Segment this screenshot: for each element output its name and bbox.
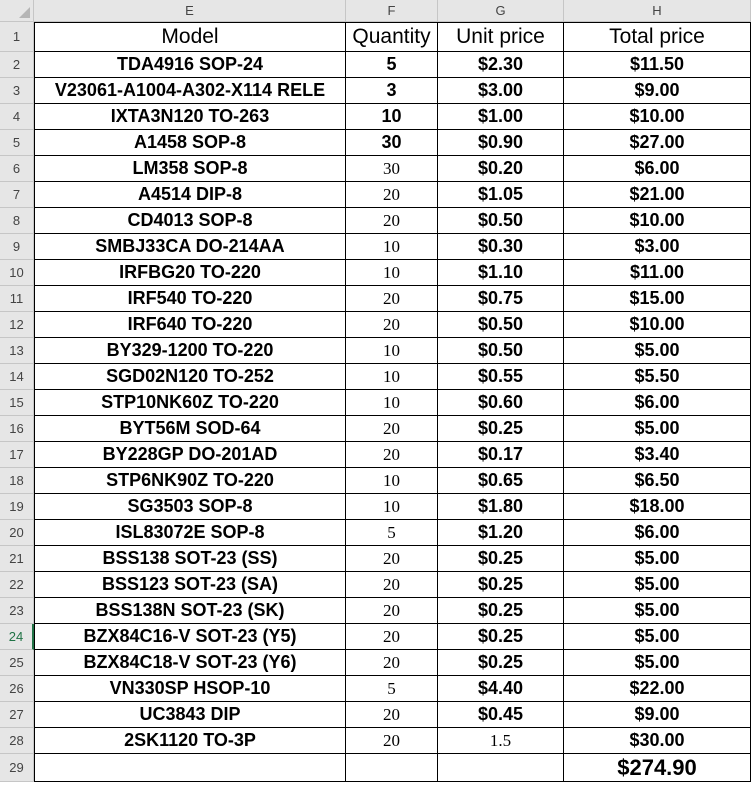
- cell-unit-price[interactable]: $1.00: [438, 104, 564, 130]
- cell-total-price[interactable]: $6.50: [564, 468, 751, 494]
- cell-quantity[interactable]: 20: [346, 624, 438, 650]
- cell-total-price[interactable]: $5.00: [564, 572, 751, 598]
- cell-model-header[interactable]: Model: [34, 22, 346, 52]
- cell-model[interactable]: BY228GP DO-201AD: [34, 442, 346, 468]
- row-header[interactable]: 12: [0, 312, 34, 338]
- cell-model[interactable]: ISL83072E SOP-8: [34, 520, 346, 546]
- table-row: [0, 312, 751, 338]
- cell-total-price[interactable]: $5.00: [564, 598, 751, 624]
- cell-model[interactable]: STP10NK60Z TO-220: [34, 390, 346, 416]
- cell-total-price[interactable]: $5.50: [564, 364, 751, 390]
- cell-total-price[interactable]: $6.00: [564, 156, 751, 182]
- cell-total-price[interactable]: $5.00: [564, 546, 751, 572]
- table-row: [0, 156, 751, 182]
- cell-unit-price[interactable]: $0.25: [438, 546, 564, 572]
- cell-model[interactable]: VN330SP HSOP-10: [34, 676, 346, 702]
- row-header[interactable]: 20: [0, 520, 34, 546]
- cell-quantity[interactable]: 20: [346, 572, 438, 598]
- row-header[interactable]: 13: [0, 338, 34, 364]
- cell-unit-price-header[interactable]: Unit price: [438, 22, 564, 52]
- cell-quantity[interactable]: 10: [346, 260, 438, 286]
- table-row: [0, 520, 751, 546]
- cell-unit-price[interactable]: $0.50: [438, 312, 564, 338]
- column-header-E[interactable]: E: [34, 0, 346, 21]
- header-row: [0, 22, 751, 52]
- cell-unit-price[interactable]: $1.10: [438, 260, 564, 286]
- cell-model[interactable]: BY329-1200 TO-220: [34, 338, 346, 364]
- cell-unit-price[interactable]: $0.50: [438, 338, 564, 364]
- cell-total-price[interactable]: $3.00: [564, 234, 751, 260]
- row-header[interactable]: 5: [0, 130, 34, 156]
- table-row: [0, 728, 751, 754]
- row-header[interactable]: 10: [0, 260, 34, 286]
- cell-quantity[interactable]: 10: [346, 104, 438, 130]
- cell-unit-price[interactable]: $0.90: [438, 130, 564, 156]
- cell-model[interactable]: BZX84C18-V SOT-23 (Y6): [34, 650, 346, 676]
- table-row: [0, 208, 751, 234]
- cell-unit-price[interactable]: $4.40: [438, 676, 564, 702]
- cell-unit-price[interactable]: $0.75: [438, 286, 564, 312]
- column-header-H[interactable]: H: [564, 0, 751, 21]
- cell-model[interactable]: CD4013 SOP-8: [34, 208, 346, 234]
- cell-unit-price[interactable]: $0.17: [438, 442, 564, 468]
- cell-model[interactable]: IRF640 TO-220: [34, 312, 346, 338]
- cell-total-price-header[interactable]: Total price: [564, 22, 751, 52]
- row-header[interactable]: 28: [0, 728, 34, 754]
- cell-quantity[interactable]: 20: [346, 728, 438, 754]
- row-header[interactable]: 16: [0, 416, 34, 442]
- row-header[interactable]: 1: [0, 22, 34, 52]
- row-header[interactable]: 14: [0, 364, 34, 390]
- select-all-triangle-icon: [19, 7, 30, 18]
- cell-total-price[interactable]: $11.00: [564, 260, 751, 286]
- cell-model[interactable]: BSS123 SOT-23 (SA): [34, 572, 346, 598]
- table-row: [0, 416, 751, 442]
- table-row: [0, 702, 751, 728]
- row-header[interactable]: 23: [0, 598, 34, 624]
- cell-total-price[interactable]: $5.00: [564, 338, 751, 364]
- cell-model[interactable]: SGD02N120 TO-252: [34, 364, 346, 390]
- table-row: [0, 52, 751, 78]
- cell-unit-price[interactable]: $0.30: [438, 234, 564, 260]
- cell-quantity[interactable]: 10: [346, 494, 438, 520]
- cell-total-price[interactable]: $6.00: [564, 520, 751, 546]
- row-header[interactable]: 3: [0, 78, 34, 104]
- table-row: [0, 364, 751, 390]
- cell-model[interactable]: SG3503 SOP-8: [34, 494, 346, 520]
- row-header[interactable]: 26: [0, 676, 34, 702]
- table-row: [0, 286, 751, 312]
- column-header-bar: [0, 0, 751, 22]
- cell-total-price[interactable]: $5.00: [564, 650, 751, 676]
- table-row: [0, 598, 751, 624]
- cell-quantity[interactable]: 10: [346, 364, 438, 390]
- cell-empty[interactable]: [438, 754, 564, 782]
- cell-quantity[interactable]: 30: [346, 156, 438, 182]
- cell-model[interactable]: SMBJ33CA DO-214AA: [34, 234, 346, 260]
- cell-total-price[interactable]: $18.00: [564, 494, 751, 520]
- cell-model[interactable]: 2SK1120 TO-3P: [34, 728, 346, 754]
- cell-unit-price[interactable]: $2.30: [438, 52, 564, 78]
- cell-model[interactable]: BSS138 SOT-23 (SS): [34, 546, 346, 572]
- row-header[interactable]: 4: [0, 104, 34, 130]
- cell-quantity[interactable]: 10: [346, 338, 438, 364]
- cell-quantity[interactable]: 20: [346, 208, 438, 234]
- cell-unit-price[interactable]: $0.55: [438, 364, 564, 390]
- cell-unit-price[interactable]: $1.05: [438, 182, 564, 208]
- cell-model[interactable]: BYT56M SOD-64: [34, 416, 346, 442]
- cell-model[interactable]: BZX84C16-V SOT-23 (Y5): [34, 624, 346, 650]
- row-header[interactable]: 9: [0, 234, 34, 260]
- cell-total-price[interactable]: $30.00: [564, 728, 751, 754]
- cell-quantity[interactable]: 20: [346, 312, 438, 338]
- cell-unit-price[interactable]: $0.25: [438, 598, 564, 624]
- row-header[interactable]: 7: [0, 182, 34, 208]
- cell-total-price[interactable]: $3.40: [564, 442, 751, 468]
- row-header[interactable]: 19: [0, 494, 34, 520]
- cell-model[interactable]: IXTA3N120 TO-263: [34, 104, 346, 130]
- cell-model[interactable]: BSS138N SOT-23 (SK): [34, 598, 346, 624]
- cell-quantity[interactable]: 5: [346, 52, 438, 78]
- column-header-F[interactable]: F: [346, 0, 438, 21]
- cell-empty[interactable]: [34, 754, 346, 782]
- cell-unit-price[interactable]: $0.50: [438, 208, 564, 234]
- cell-quantity[interactable]: 5: [346, 676, 438, 702]
- cell-model[interactable]: A1458 SOP-8: [34, 130, 346, 156]
- cell-quantity[interactable]: 20: [346, 650, 438, 676]
- table-row: [0, 676, 751, 702]
- cell-unit-price[interactable]: $0.25: [438, 624, 564, 650]
- cell-unit-price[interactable]: 1.5: [438, 728, 564, 754]
- table-row: [0, 546, 751, 572]
- row-header[interactable]: 22: [0, 572, 34, 598]
- table-row: [0, 234, 751, 260]
- cell-total-price[interactable]: $10.00: [564, 208, 751, 234]
- cell-total-price[interactable]: $5.00: [564, 624, 751, 650]
- table-row: [0, 390, 751, 416]
- cell-quantity[interactable]: 3: [346, 78, 438, 104]
- row-header[interactable]: 17: [0, 442, 34, 468]
- cell-total-price[interactable]: $10.00: [564, 104, 751, 130]
- cell-model[interactable]: A4514 DIP-8: [34, 182, 346, 208]
- grand-total-value[interactable]: $274.90: [564, 754, 751, 782]
- row-header[interactable]: 2: [0, 52, 34, 78]
- cell-unit-price[interactable]: $3.00: [438, 78, 564, 104]
- select-all-button[interactable]: [0, 0, 34, 21]
- cell-total-price[interactable]: $11.50: [564, 52, 751, 78]
- row-header[interactable]: 8: [0, 208, 34, 234]
- table-row: [0, 338, 751, 364]
- cell-total-price[interactable]: $9.00: [564, 702, 751, 728]
- table-row: [0, 494, 751, 520]
- cell-unit-price[interactable]: $0.45: [438, 702, 564, 728]
- cell-quantity[interactable]: 10: [346, 390, 438, 416]
- cell-quantity[interactable]: 20: [346, 546, 438, 572]
- table-row: [0, 572, 751, 598]
- cell-unit-price[interactable]: $1.80: [438, 494, 564, 520]
- cell-quantity[interactable]: 20: [346, 598, 438, 624]
- grand-total-row: [0, 754, 751, 782]
- cell-quantity[interactable]: 5: [346, 520, 438, 546]
- cell-total-price[interactable]: $22.00: [564, 676, 751, 702]
- cell-unit-price[interactable]: $0.25: [438, 572, 564, 598]
- cell-total-price[interactable]: $27.00: [564, 130, 751, 156]
- table-row: [0, 78, 751, 104]
- cell-unit-price[interactable]: $0.65: [438, 468, 564, 494]
- cell-grid: [0, 22, 751, 782]
- cell-total-price[interactable]: $5.00: [564, 416, 751, 442]
- row-header[interactable]: 6: [0, 156, 34, 182]
- cell-quantity[interactable]: 10: [346, 234, 438, 260]
- cell-quantity[interactable]: 20: [346, 702, 438, 728]
- row-header[interactable]: 21: [0, 546, 34, 572]
- cell-model[interactable]: IRFBG20 TO-220: [34, 260, 346, 286]
- row-header[interactable]: 11: [0, 286, 34, 312]
- table-row: [0, 442, 751, 468]
- table-row: [0, 468, 751, 494]
- table-row: [0, 260, 751, 286]
- row-header[interactable]: 25: [0, 650, 34, 676]
- cell-total-price[interactable]: $10.00: [564, 312, 751, 338]
- row-header[interactable]: 27: [0, 702, 34, 728]
- table-row: [0, 624, 751, 650]
- cell-total-price[interactable]: $21.00: [564, 182, 751, 208]
- cell-model[interactable]: STP6NK90Z TO-220: [34, 468, 346, 494]
- cell-model[interactable]: V23061-A1004-A302-X114 RELE: [34, 78, 346, 104]
- cell-quantity[interactable]: 10: [346, 468, 438, 494]
- cell-unit-price[interactable]: $0.60: [438, 390, 564, 416]
- cell-quantity[interactable]: 20: [346, 416, 438, 442]
- cell-total-price[interactable]: $6.00: [564, 390, 751, 416]
- cell-model[interactable]: LM358 SOP-8: [34, 156, 346, 182]
- cell-quantity-header[interactable]: Quantity: [346, 22, 438, 52]
- row-header[interactable]: 29: [0, 754, 34, 782]
- cell-model[interactable]: IRF540 TO-220: [34, 286, 346, 312]
- row-header[interactable]: 24: [0, 624, 34, 650]
- table-row: [0, 104, 751, 130]
- cell-empty[interactable]: [346, 754, 438, 782]
- cell-unit-price[interactable]: $0.25: [438, 650, 564, 676]
- cell-total-price[interactable]: $15.00: [564, 286, 751, 312]
- cell-quantity[interactable]: 20: [346, 442, 438, 468]
- row-header[interactable]: 18: [0, 468, 34, 494]
- cell-model[interactable]: UC3843 DIP: [34, 702, 346, 728]
- cell-quantity[interactable]: 20: [346, 286, 438, 312]
- column-header-G[interactable]: G: [438, 0, 564, 21]
- cell-unit-price[interactable]: $0.25: [438, 416, 564, 442]
- cell-quantity[interactable]: 20: [346, 182, 438, 208]
- cell-model[interactable]: TDA4916 SOP-24: [34, 52, 346, 78]
- table-row: [0, 182, 751, 208]
- row-header[interactable]: 15: [0, 390, 34, 416]
- cell-unit-price[interactable]: $0.20: [438, 156, 564, 182]
- cell-quantity[interactable]: 30: [346, 130, 438, 156]
- table-row: [0, 130, 751, 156]
- cell-unit-price[interactable]: $1.20: [438, 520, 564, 546]
- cell-total-price[interactable]: $9.00: [564, 78, 751, 104]
- table-row: [0, 650, 751, 676]
